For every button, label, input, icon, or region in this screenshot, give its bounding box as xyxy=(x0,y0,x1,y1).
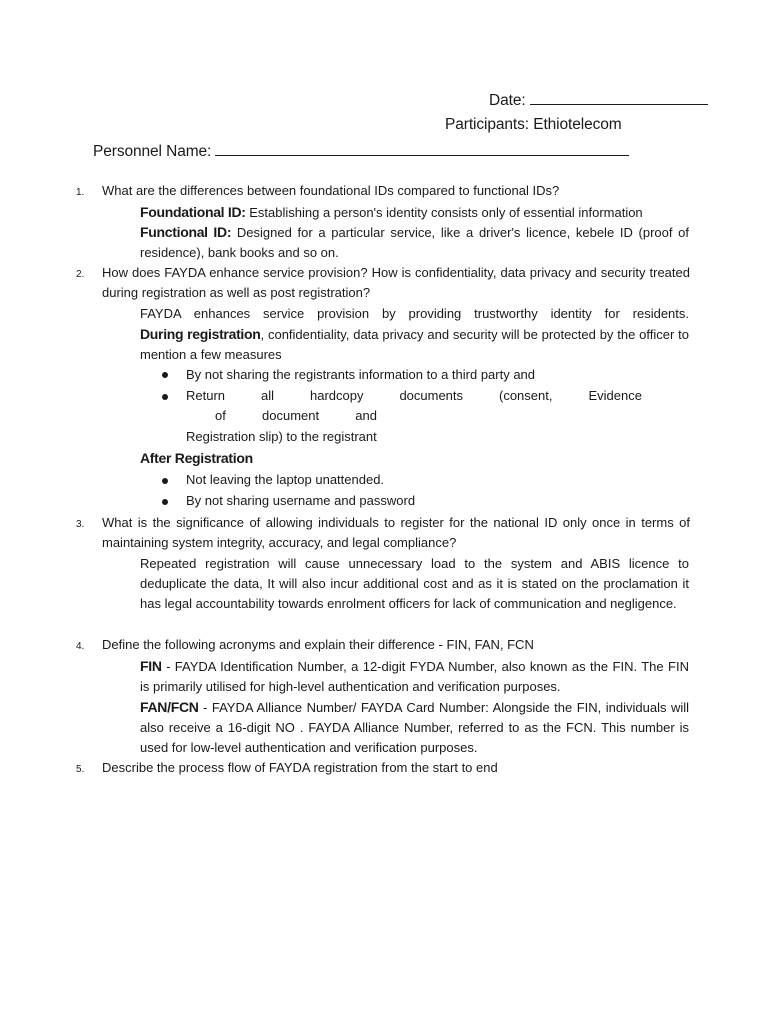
bullet-item-line3: Registration slip) to the registrant xyxy=(186,429,377,444)
bullet-item-line1: Return all hardcopy documents (consent, Evidence xyxy=(186,388,642,403)
term-fan-fcn: FAN/FCN xyxy=(140,699,199,715)
answer-foundational-id: Foundational ID: Establishing a person's identity consists only of essential information xyxy=(140,204,643,220)
bullet-item: Not leaving the laptop unattended. xyxy=(186,472,385,487)
term-during-registration: During registration xyxy=(140,326,261,342)
bullet-item: By not sharing username and password xyxy=(186,493,416,508)
answer-fin: FIN - FAYDA Identification Number, a 12-digit FYDA Number, also known as the FIN. The FIN is primarily utilised for high-level authentication and verification purposes. xyxy=(140,658,689,695)
question-number: 1. xyxy=(76,187,85,198)
bullet-icon xyxy=(162,394,168,400)
question-number: 5. xyxy=(76,764,85,775)
answer-functional-id: Functional ID: Designed for a particular service, like a driver's licence, kebele ID (proof of residence), bank books and so on. xyxy=(140,224,690,261)
question-number: 4. xyxy=(76,641,85,652)
participants-label: Participants: xyxy=(445,116,529,133)
term-fin: FIN xyxy=(140,658,162,674)
participants-value: Ethiotelecom xyxy=(533,116,622,133)
question-2-text: How does FAYDA enhance service provision? How is confidentiality, data privacy and security treated during registration as well as post registration? xyxy=(102,265,690,301)
answer-fan-fcn: FAN/FCN - FAYDA Alliance Number/ FAYDA Card Number: Alongside the FIN, individuals will also receive a 16-digit NO . FAYDA Alliance Number, referred to as the FCN. This number is used for low-level authentication and verification purposes. xyxy=(140,699,689,756)
question-5-text: Describe the process flow of FAYDA registration from the start to end xyxy=(102,760,498,775)
bullet-icon xyxy=(162,372,168,378)
personnel-name-field xyxy=(93,141,629,161)
question-4-text: Define the following acronyms and explain their difference - FIN, FAN, FCN xyxy=(102,637,534,652)
answer-single-registration: Repeated registration will cause unnecessary load to the system and ABIS licence to deduplicate the data, It will also incur additional cost and as it is stated on the proclamation it has legal accountability towards enrolment officers for lack of communication and negligence. xyxy=(140,556,689,612)
bullet-item: By not sharing the registrants information to a third party and xyxy=(186,367,536,382)
bullet-icon xyxy=(162,499,168,505)
personnel-name-blank-line[interactable] xyxy=(215,141,629,156)
term-foundational-id: Foundational ID: xyxy=(140,204,246,220)
after-registration-heading: After Registration xyxy=(140,450,253,466)
question-number: 2. xyxy=(76,269,85,280)
bullet-item-line2: of document and xyxy=(215,408,377,423)
answer-fayda-intro: FAYDA enhances service provision by providing trustworthy identity for residents. xyxy=(140,306,689,321)
date-label: Date: xyxy=(489,92,526,109)
term-functional-id: Functional ID: xyxy=(140,224,232,240)
question-number: 3. xyxy=(76,519,85,530)
question-3-text: What is the significance of allowing individuals to register for the national ID only once in terms of maintaining system integrity, accuracy, and legal compliance? xyxy=(102,515,690,551)
date-blank-line[interactable] xyxy=(530,90,708,105)
question-1-text: What are the differences between foundational IDs compared to functional IDs? xyxy=(102,183,560,198)
bullet-icon xyxy=(162,478,168,484)
personnel-name-label: Personnel Name: xyxy=(93,143,212,160)
answer-during-registration: During registration, confidentiality, data privacy and security will be protected by the officer to mention a few measures xyxy=(140,326,689,363)
date-field xyxy=(489,90,708,110)
participants-field xyxy=(445,116,622,134)
